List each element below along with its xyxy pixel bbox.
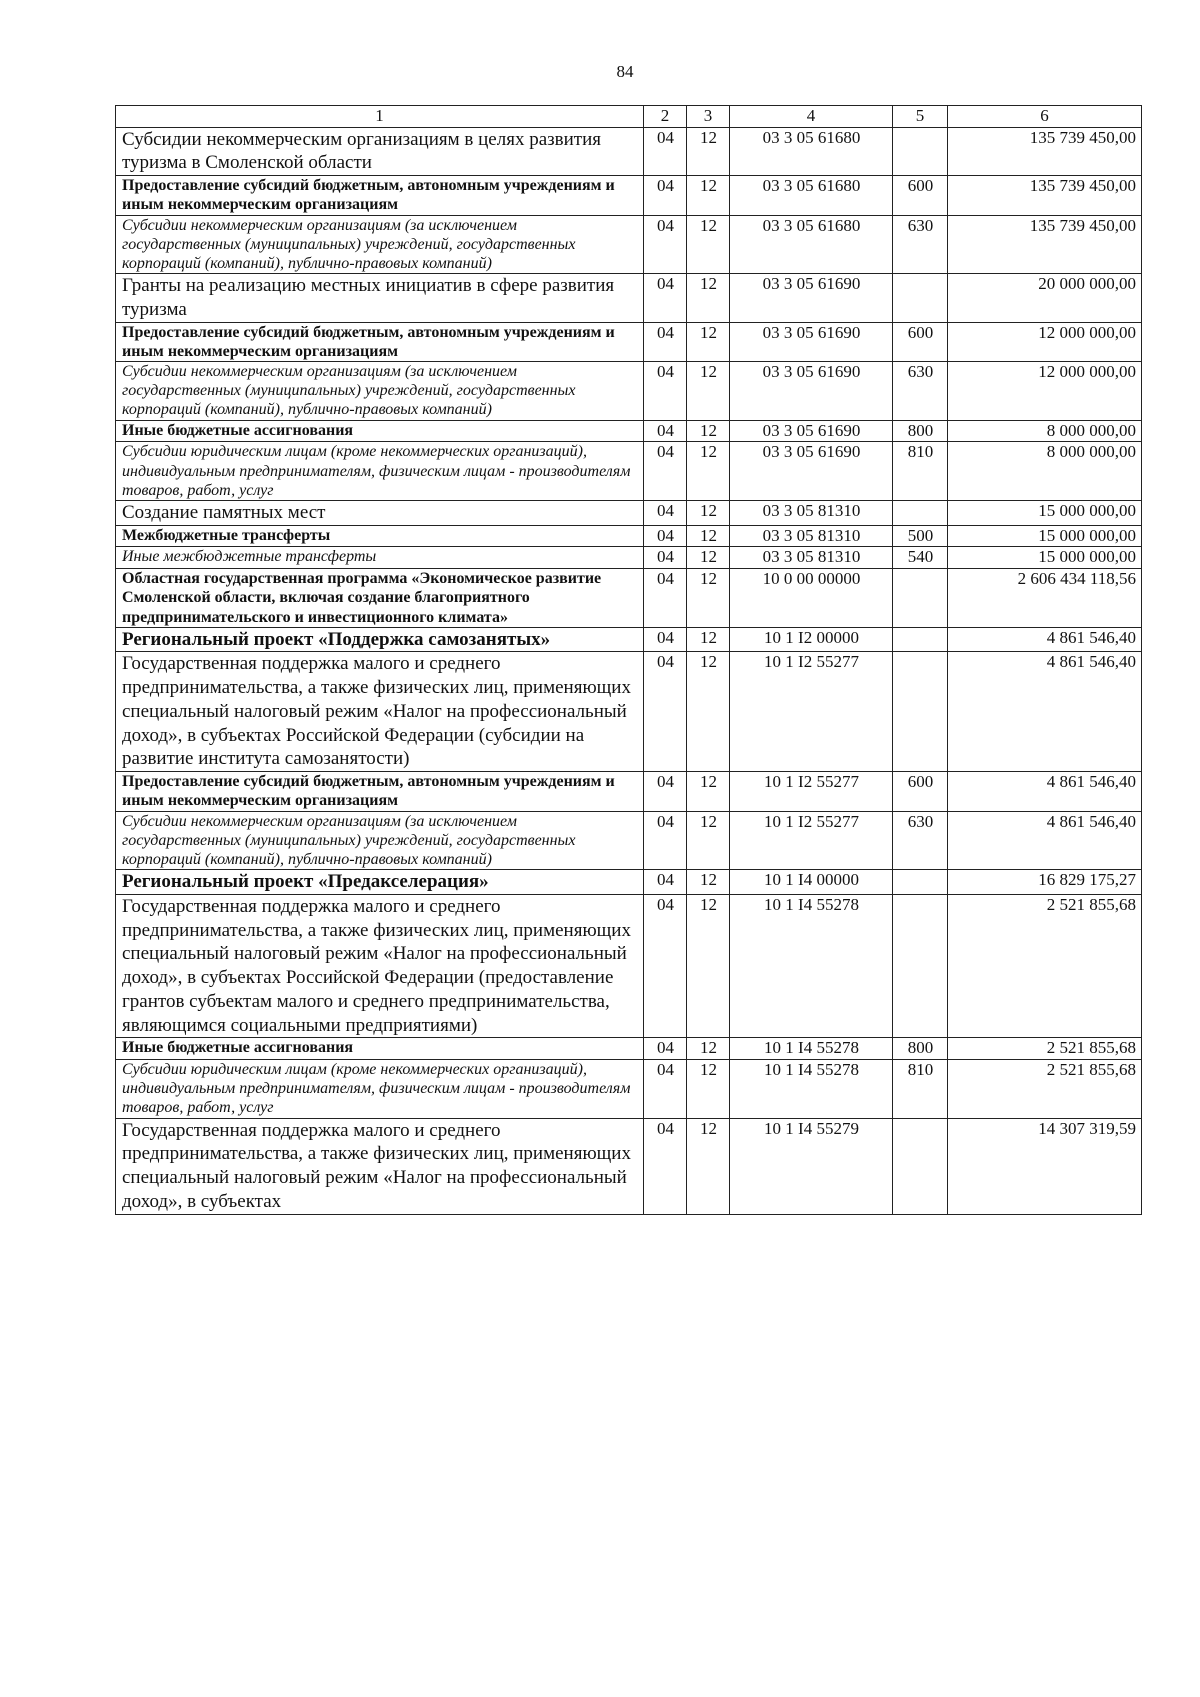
table-row (116, 420, 1142, 442)
table-row (116, 870, 1142, 895)
row-name-cell: Субсидии некоммерческим организациям (за исключением государственных (муниципальных) учреждений, государственных корпораций (компаний), публично-правовых компаний) (116, 215, 644, 274)
row-expense-type-cell: 600 (893, 176, 948, 215)
row-name-cell: Субсидии некоммерческим организациям (за исключением государственных (муниципальных) учреждений, государственных корпораций (компаний), публично-правовых компаний) (116, 811, 644, 870)
row-expense-type-cell: 800 (893, 1038, 948, 1060)
row-expense-type-cell (893, 274, 948, 323)
row-name-cell: Предоставление субсидий бюджетным, автономным учреждениям и иным некоммерческим организациям (116, 176, 644, 215)
row-section-cell: 04 (644, 547, 687, 569)
page-number: 84 (616, 62, 634, 81)
row-amount-cell: 4 861 546,40 (948, 627, 1142, 652)
row-subsection-cell: 12 (687, 525, 730, 547)
row-section-cell: 04 (644, 176, 687, 215)
header-col-6: 6 (948, 106, 1142, 128)
row-amount-cell: 4 861 546,40 (948, 772, 1142, 811)
row-target-article-cell: 10 1 I2 55277 (730, 811, 893, 870)
row-target-article-cell: 10 1 I4 55278 (730, 1060, 893, 1119)
row-expense-type-cell (893, 627, 948, 652)
row-amount-cell: 135 739 450,00 (948, 127, 1142, 176)
row-name-cell: Иные бюджетные ассигнования (116, 1038, 644, 1060)
row-section-cell: 04 (644, 870, 687, 895)
row-amount-cell: 12 000 000,00 (948, 322, 1142, 361)
row-section-cell: 04 (644, 215, 687, 274)
row-subsection-cell: 12 (687, 322, 730, 361)
row-amount-cell: 135 739 450,00 (948, 215, 1142, 274)
row-section-cell: 04 (644, 362, 687, 421)
table-row (116, 176, 1142, 215)
row-amount-cell: 2 521 855,68 (948, 1038, 1142, 1060)
row-subsection-cell: 12 (687, 274, 730, 323)
row-subsection-cell: 12 (687, 894, 730, 1038)
row-target-article-cell: 03 3 05 61680 (730, 176, 893, 215)
row-target-article-cell: 10 1 I2 55277 (730, 652, 893, 772)
row-subsection-cell: 12 (687, 772, 730, 811)
row-name-cell: Гранты на реализацию местных инициатив в сфере развития туризма (116, 274, 644, 323)
table-row (116, 772, 1142, 811)
table-row (116, 1118, 1142, 1214)
row-expense-type-cell: 630 (893, 362, 948, 421)
row-name-cell: Субсидии некоммерческим организациям (за исключением государственных (муниципальных) учреждений, государственных корпораций (компаний), публично-правовых компаний) (116, 362, 644, 421)
row-target-article-cell: 03 3 05 61690 (730, 322, 893, 361)
table-row (116, 362, 1142, 421)
row-name-cell: Создание памятных мест (116, 500, 644, 525)
row-target-article-cell: 03 3 05 61690 (730, 420, 893, 442)
row-name-cell: Государственная поддержка малого и среднего предпринимательства, а также физических лиц, применяющих специальный налоговый режим «Налог на профессиональный доход», в субъектах Российской Федерации (субсидии на развитие института самозанятости) (116, 652, 644, 772)
row-section-cell: 04 (644, 894, 687, 1038)
table-row (116, 500, 1142, 525)
row-section-cell: 04 (644, 1038, 687, 1060)
row-section-cell: 04 (644, 652, 687, 772)
table-body (116, 127, 1142, 1214)
row-expense-type-cell: 810 (893, 1060, 948, 1119)
row-expense-type-cell: 630 (893, 811, 948, 870)
row-subsection-cell: 12 (687, 127, 730, 176)
table-row (116, 1038, 1142, 1060)
row-name-cell: Иные межбюджетные трансферты (116, 547, 644, 569)
row-target-article-cell: 03 3 05 81310 (730, 525, 893, 547)
row-name-cell: Региональный проект «Поддержка самозанятых» (116, 627, 644, 652)
row-name-cell: Межбюджетные трансферты (116, 525, 644, 547)
table-header-row (116, 106, 1142, 128)
row-name-cell: Региональный проект «Предакселерация» (116, 870, 644, 895)
row-expense-type-cell: 600 (893, 772, 948, 811)
row-section-cell: 04 (644, 627, 687, 652)
row-target-article-cell: 10 1 I2 00000 (730, 627, 893, 652)
table-row (116, 652, 1142, 772)
row-expense-type-cell: 600 (893, 322, 948, 361)
row-section-cell: 04 (644, 274, 687, 323)
row-expense-type-cell: 500 (893, 525, 948, 547)
table-row (116, 569, 1142, 628)
table-row (116, 215, 1142, 274)
header-col-3: 3 (687, 106, 730, 128)
row-section-cell: 04 (644, 442, 687, 501)
row-target-article-cell: 03 3 05 61680 (730, 127, 893, 176)
row-subsection-cell: 12 (687, 420, 730, 442)
row-target-article-cell: 03 3 05 61690 (730, 274, 893, 323)
row-target-article-cell: 10 1 I4 00000 (730, 870, 893, 895)
row-amount-cell: 2 521 855,68 (948, 1060, 1142, 1119)
row-amount-cell: 15 000 000,00 (948, 525, 1142, 547)
table-row (116, 811, 1142, 870)
row-expense-type-cell (893, 127, 948, 176)
row-expense-type-cell: 810 (893, 442, 948, 501)
row-target-article-cell: 10 1 I4 55278 (730, 894, 893, 1038)
row-subsection-cell: 12 (687, 362, 730, 421)
row-expense-type-cell (893, 569, 948, 628)
row-amount-cell: 20 000 000,00 (948, 274, 1142, 323)
row-amount-cell: 15 000 000,00 (948, 547, 1142, 569)
row-name-cell: Предоставление субсидий бюджетным, автономным учреждениям и иным некоммерческим организациям (116, 322, 644, 361)
row-subsection-cell: 12 (687, 1038, 730, 1060)
row-name-cell: Государственная поддержка малого и среднего предпринимательства, а также физических лиц, применяющих специальный налоговый режим «Налог на профессиональный доход», в субъектах (116, 1118, 644, 1214)
row-expense-type-cell: 540 (893, 547, 948, 569)
row-name-cell: Областная государственная программа «Экономическое развитие Смоленской области, включая создание благоприятного предпринимательского и инвестиционного климата» (116, 569, 644, 628)
table-row (116, 442, 1142, 501)
row-target-article-cell: 10 1 I4 55278 (730, 1038, 893, 1060)
row-amount-cell: 8 000 000,00 (948, 420, 1142, 442)
row-subsection-cell: 12 (687, 627, 730, 652)
table-row (116, 274, 1142, 323)
row-section-cell: 04 (644, 1060, 687, 1119)
row-expense-type-cell (893, 500, 948, 525)
row-target-article-cell: 10 1 I4 55279 (730, 1118, 893, 1214)
table-row (116, 1060, 1142, 1119)
table-row (116, 322, 1142, 361)
row-section-cell: 04 (644, 772, 687, 811)
row-section-cell: 04 (644, 569, 687, 628)
row-target-article-cell: 03 3 05 81310 (730, 547, 893, 569)
row-amount-cell: 14 307 319,59 (948, 1118, 1142, 1214)
header-col-2: 2 (644, 106, 687, 128)
row-name-cell: Иные бюджетные ассигнования (116, 420, 644, 442)
row-name-cell: Субсидии некоммерческим организациям в целях развития туризма в Смоленской области (116, 127, 644, 176)
row-subsection-cell: 12 (687, 442, 730, 501)
row-section-cell: 04 (644, 420, 687, 442)
row-section-cell: 04 (644, 525, 687, 547)
row-target-article-cell: 03 3 05 61690 (730, 362, 893, 421)
row-amount-cell: 135 739 450,00 (948, 176, 1142, 215)
table-row (116, 127, 1142, 176)
row-amount-cell: 4 861 546,40 (948, 652, 1142, 772)
header-col-4: 4 (730, 106, 893, 128)
row-target-article-cell: 10 0 00 00000 (730, 569, 893, 628)
row-subsection-cell: 12 (687, 569, 730, 628)
row-expense-type-cell (893, 652, 948, 772)
row-subsection-cell: 12 (687, 652, 730, 772)
header-col-5: 5 (893, 106, 948, 128)
row-expense-type-cell: 630 (893, 215, 948, 274)
row-expense-type-cell (893, 870, 948, 895)
row-subsection-cell: 12 (687, 176, 730, 215)
row-amount-cell: 2 521 855,68 (948, 894, 1142, 1038)
row-section-cell: 04 (644, 127, 687, 176)
row-amount-cell: 8 000 000,00 (948, 442, 1142, 501)
row-section-cell: 04 (644, 500, 687, 525)
row-subsection-cell: 12 (687, 547, 730, 569)
table-row (116, 525, 1142, 547)
row-section-cell: 04 (644, 1118, 687, 1214)
header-col-1: 1 (116, 106, 644, 128)
table-row (116, 894, 1142, 1038)
row-subsection-cell: 12 (687, 811, 730, 870)
table-row (116, 627, 1142, 652)
row-amount-cell: 4 861 546,40 (948, 811, 1142, 870)
row-name-cell: Субсидии юридическим лицам (кроме некоммерческих организаций), индивидуальным предпринимателям, физическим лицам - производителям товаров, работ, услуг (116, 442, 644, 501)
row-subsection-cell: 12 (687, 1118, 730, 1214)
row-name-cell: Государственная поддержка малого и среднего предпринимательства, а также физических лиц, применяющих специальный налоговый режим «Налог на профессиональный доход», в субъектах Российской Федерации (предоставление грантов субъектам малого и среднего предпринимательства, являющимся социальными предприятиями) (116, 894, 644, 1038)
row-subsection-cell: 12 (687, 870, 730, 895)
row-amount-cell: 12 000 000,00 (948, 362, 1142, 421)
row-target-article-cell: 10 1 I2 55277 (730, 772, 893, 811)
row-amount-cell: 2 606 434 118,56 (948, 569, 1142, 628)
row-name-cell: Субсидии юридическим лицам (кроме некоммерческих организаций), индивидуальным предпринимателям, физическим лицам - производителям товаров, работ, услуг (116, 1060, 644, 1119)
row-expense-type-cell: 800 (893, 420, 948, 442)
row-target-article-cell: 03 3 05 61680 (730, 215, 893, 274)
row-subsection-cell: 12 (687, 500, 730, 525)
row-target-article-cell: 03 3 05 81310 (730, 500, 893, 525)
row-section-cell: 04 (644, 322, 687, 361)
budget-table (115, 105, 1142, 1215)
row-subsection-cell: 12 (687, 1060, 730, 1119)
row-name-cell: Предоставление субсидий бюджетным, автономным учреждениям и иным некоммерческим организациям (116, 772, 644, 811)
table-row (116, 547, 1142, 569)
row-expense-type-cell (893, 894, 948, 1038)
row-section-cell: 04 (644, 811, 687, 870)
row-subsection-cell: 12 (687, 215, 730, 274)
row-amount-cell: 16 829 175,27 (948, 870, 1142, 895)
row-amount-cell: 15 000 000,00 (948, 500, 1142, 525)
row-target-article-cell: 03 3 05 61690 (730, 442, 893, 501)
row-expense-type-cell (893, 1118, 948, 1214)
